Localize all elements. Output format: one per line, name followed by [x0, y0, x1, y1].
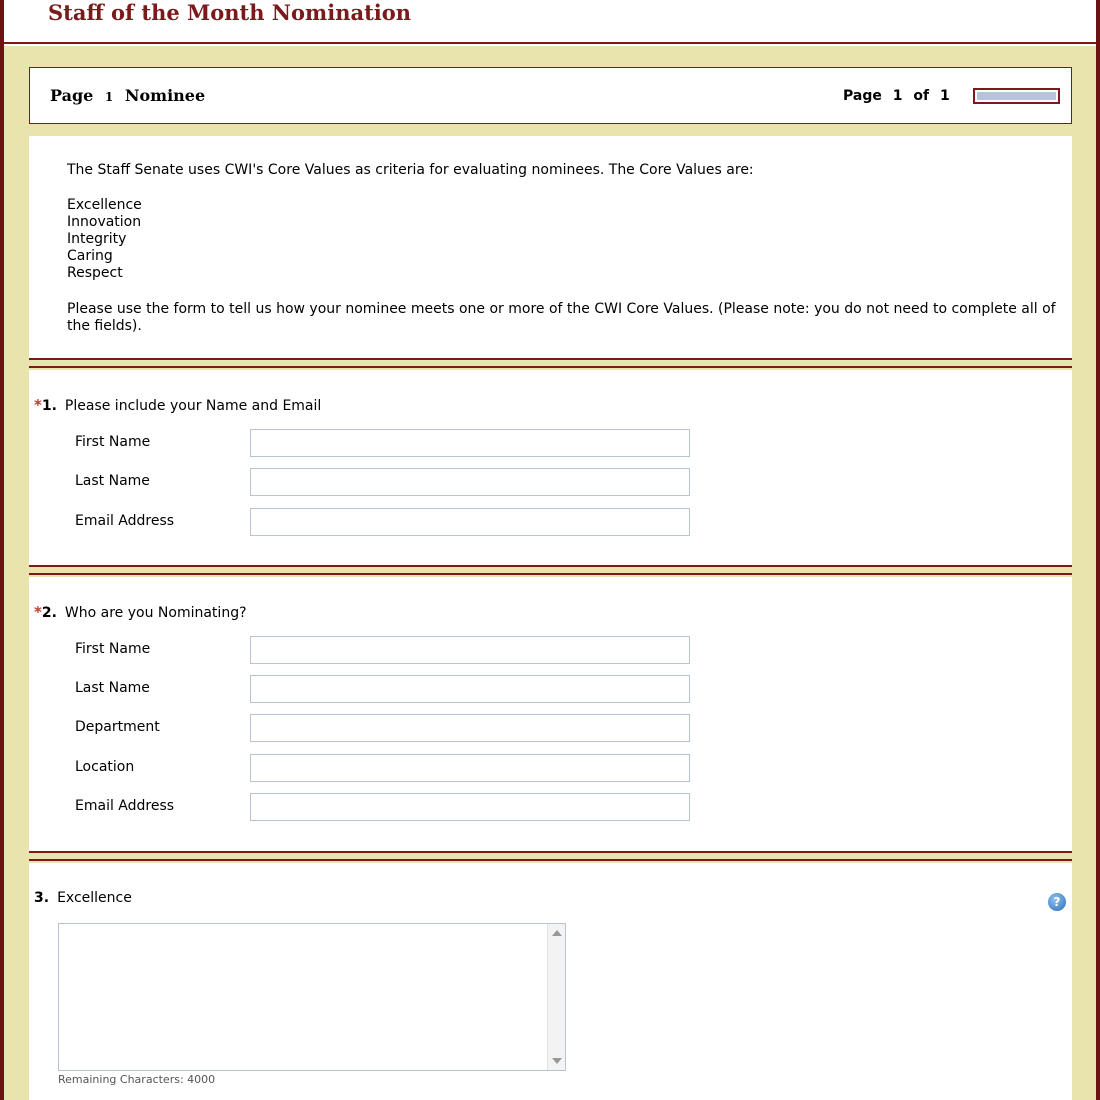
nominee-department-input[interactable] — [250, 714, 690, 742]
field-row-first-name — [75, 429, 695, 457]
page-current: 1 — [892, 88, 903, 104]
scroll-up-icon[interactable] — [552, 930, 562, 936]
nominee-first-name-input[interactable] — [250, 636, 690, 664]
page-bar — [29, 67, 1072, 124]
scroll-down-icon[interactable] — [552, 1058, 562, 1064]
question-title — [34, 603, 247, 621]
question-text: Excellence — [57, 890, 132, 906]
last-name-label: Last Name — [75, 680, 150, 696]
required-mark: * — [34, 396, 42, 414]
question-3 — [29, 863, 1072, 1100]
progress-fill — [977, 92, 1056, 100]
field-row-last-name — [75, 675, 695, 703]
nominator-email-input[interactable] — [250, 508, 690, 536]
page-counter — [843, 88, 956, 104]
field-row-last-name — [75, 468, 695, 496]
required-mark: * — [34, 603, 42, 621]
page-number: 1 — [104, 90, 114, 104]
section-divider — [29, 358, 1072, 368]
core-values-list — [67, 197, 142, 282]
department-label: Department — [75, 719, 160, 735]
page-total: 1 — [939, 88, 950, 104]
field-row-email — [75, 793, 695, 821]
nominee-email-input[interactable] — [250, 793, 690, 821]
nominee-last-name-input[interactable] — [250, 675, 690, 703]
page-of-word: of — [913, 88, 930, 104]
form-title: Staff of the Month Nomination — [48, 0, 412, 25]
section-divider — [29, 851, 1072, 861]
field-row-email — [75, 508, 695, 536]
core-value: Innovation — [67, 214, 142, 230]
excellence-textarea-wrapper — [58, 923, 566, 1071]
email-label: Email Address — [75, 798, 175, 814]
header — [4, 0, 1096, 44]
help-icon[interactable]: ? — [1048, 893, 1066, 911]
field-row-department — [75, 714, 695, 742]
question-text: Who are you Nominating? — [64, 605, 247, 621]
field-row-first-name — [75, 636, 695, 664]
excellence-textarea[interactable] — [59, 924, 547, 1070]
field-row-location — [75, 754, 695, 782]
question-text: Please include your Name and Email — [64, 398, 322, 414]
location-label: Location — [75, 759, 135, 775]
nominator-last-name-input[interactable] — [250, 468, 690, 496]
question-number: 3. — [34, 890, 50, 906]
page-counter-label: Page — [843, 88, 882, 104]
textarea-scrollbar[interactable] — [547, 924, 565, 1070]
question-2 — [29, 577, 1072, 851]
page-word: Page — [50, 86, 94, 105]
question-title — [34, 890, 132, 906]
intro-paragraph: The Staff Senate uses CWI's Core Values as criteria for evaluating nominees. The Core Values are: — [67, 162, 754, 178]
core-value: Caring — [67, 248, 113, 264]
page-heading — [50, 86, 205, 105]
core-value: Respect — [67, 265, 123, 281]
email-label: Email Address — [75, 513, 175, 529]
first-name-label: First Name — [75, 434, 151, 450]
page-name: Nominee — [124, 86, 206, 105]
progress-bar — [973, 88, 1060, 104]
intro-note: Please use the form to tell us how your nominee meets one or more of the CWI Core Values. (Please note: you do not need to complete all of the fields). — [67, 301, 1056, 334]
first-name-label: First Name — [75, 641, 151, 657]
question-1 — [29, 370, 1072, 565]
question-number: 1. — [41, 398, 57, 414]
last-name-label: Last Name — [75, 473, 150, 489]
remaining-characters: Remaining Characters: 4000 — [58, 1073, 216, 1086]
question-title — [34, 396, 321, 414]
core-value: Excellence — [67, 197, 142, 213]
question-number: 2. — [41, 605, 57, 621]
section-divider — [29, 565, 1072, 575]
core-value: Integrity — [67, 231, 127, 247]
nominee-location-input[interactable] — [250, 754, 690, 782]
intro-panel — [29, 136, 1072, 358]
nominator-first-name-input[interactable] — [250, 429, 690, 457]
